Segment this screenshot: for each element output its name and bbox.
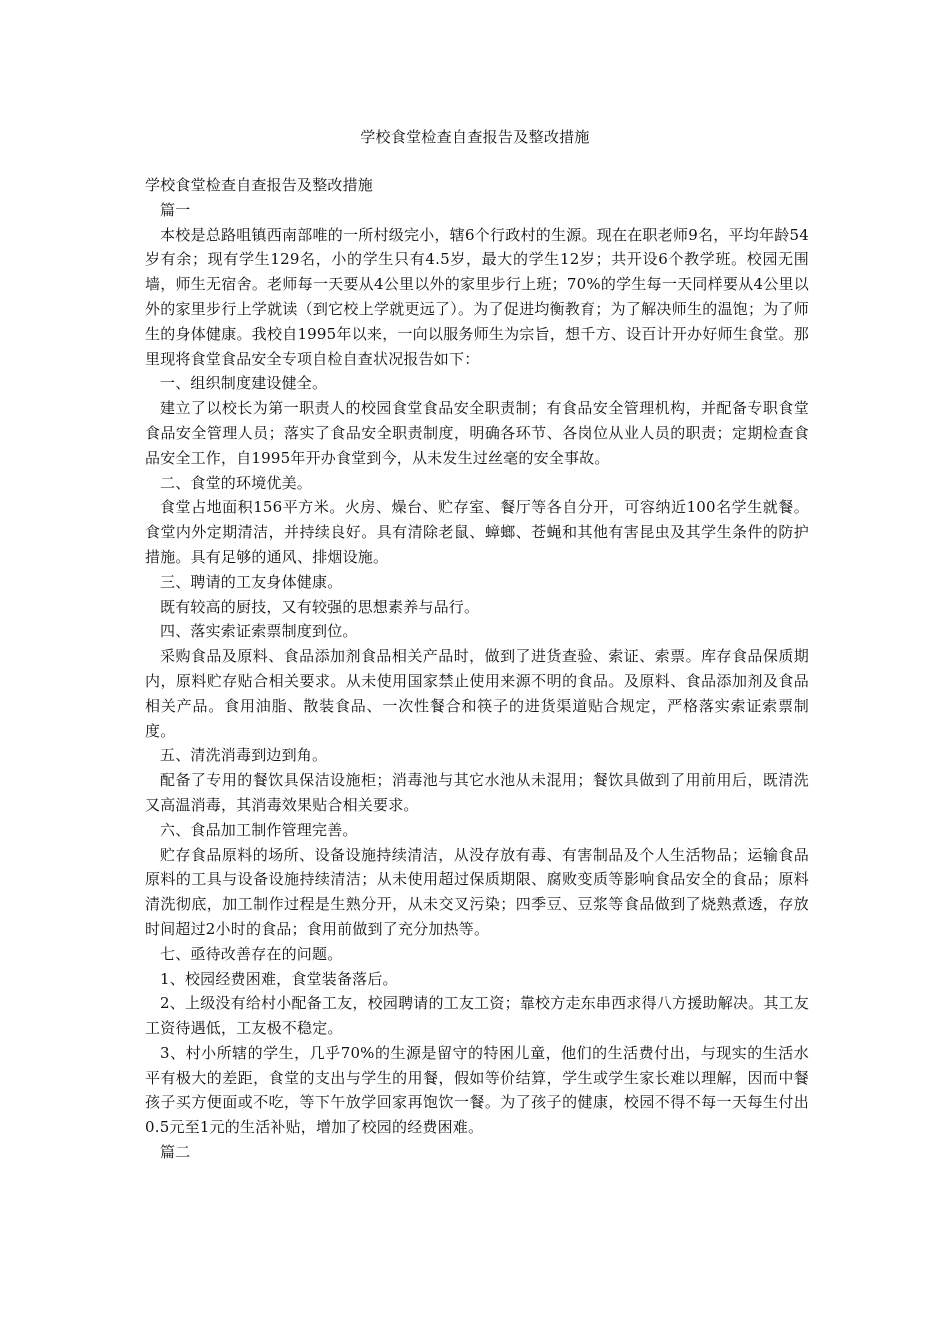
document-paragraph: 本校是总路咀镇西南部唯的一所村级完小，辖6个行政村的生源。现在在职老师9名，平均年龄54岁有余；现有学生129名，小的学生只有4.5岁，最大的学生12岁；共开设6个教学班。校园无围墙，师生无宿舍。老师每一天要从4公里以外的家里步行上班；70%的学生每一天同样要从4公里以外的家里步行上学就读（到它校上学就更远了）。为了促进均衡教育；为了解决师生的温饱；为了师生的身体健康。我校自1995年以来，一向以服务师生为宗旨，想千方、设百计开办好师生食堂。那里现将食堂食品安全专项自检自查状况报告如下： <box>145 225 809 368</box>
document-paragraph: 四、落实索证索票制度到位。 <box>160 622 358 641</box>
document-paragraph: 配备了专用的餐饮具保洁设施柜；消毒池与其它水池从未混用；餐饮具做到了用前用后，既清洗又高温消毒，其消毒效果贴合相关要求。 <box>145 771 809 814</box>
document-paragraph: 2、上级没有给村小配备工友，校园聘请的工友工资；靠校方走东串西求得八方援助解决。其工友工资待遇低，工友极不稳定。 <box>145 994 809 1038</box>
document-paragraph: 采购食品及原料、食品添加剂食品相关产品时，做到了进货查验、索证、索票。库存食品保质期内，原料贮存贴合相关要求。从未使用国家禁止使用来源不明的食品。及原料、食品添加剂及食品相关产品。食用油脂、散装食品、一次性餐合和筷子的进货渠道贴合规定，严格落实索证索票制度。 <box>145 647 809 740</box>
document-body <box>145 173 809 1165</box>
document-title: 学校食堂检查自查报告及整改措施 <box>360 128 590 146</box>
document-paragraph: 篇一 <box>160 200 191 219</box>
document-paragraph: 五、清洗消毒到边到角。 <box>160 746 328 765</box>
document-paragraph: 贮存食品原料的场所、设备设施持续清洁，从没存放有毒、有害制品及个人生活物品；运输食品原料的工具与设备设施持续清洁；从未使用超过保质期限、腐败变质等影响食品安全的食品；原料清洗彻底，加工制作过程是生熟分开，从未交叉污染；四季豆、豆浆等食品做到了烧熟煮透，存放时间超过2小时的食品；食用前做到了充分加热等。 <box>145 845 809 938</box>
document-paragraph: 建立了以校长为第一职责人的校园食堂食品安全职责制；有食品安全管理机构，并配备专职食堂食品安全管理人员；落实了食品安全职责制度，明确各环节、各岗位从业人员的职责；定期检查食品安全工作，自1995年开办食堂到今，从未发生过丝毫的安全事故。 <box>145 399 809 467</box>
document-paragraph: 既有较高的厨技，又有较强的思想素养与品行。 <box>160 597 480 616</box>
document-paragraph: 三、聘请的工友身体健康。 <box>160 572 343 591</box>
document-paragraph: 3、村小所辖的学生，几乎70%的生源是留守的特困儿童，他们的生活费付出，与现实的生活水平有极大的差距，食堂的支出与学生的用餐，假如等价结算，学生或学生家长难以理解，因而中餐孩子买方便面或不吃，等下午放学回家再饱饮一餐。为了孩子的健康，校园不得不每一天每生付出0.5元至1元的生活补贴，增加了校园的经费困难。 <box>145 1043 809 1137</box>
document-paragraph: 七、亟待改善存在的问题。 <box>160 944 343 963</box>
document-paragraph: 二、食堂的环境优美。 <box>160 473 313 492</box>
document-subtitle: 学校食堂检查自查报告及整改措施 <box>145 176 374 194</box>
document-paragraph: 六、食品加工制作管理完善。 <box>160 820 358 839</box>
document-paragraph: 1、校园经费困难，食堂装备落后。 <box>160 969 398 988</box>
document-paragraph: 一、组织制度建设健全。 <box>160 374 328 393</box>
document-paragraph: 食堂占地面积156平方米。火房、燥台、贮存室、餐厅等各自分开，可容纳近100名学生就餐。食堂内外定期清洁，并持续良好。具有清除老鼠、蟑螂、苍蝇和其他有害昆虫及其学生条件的防护措施。具有足够的通风、排烟设施。 <box>145 498 809 566</box>
document-paragraph: 篇二 <box>160 1143 191 1162</box>
